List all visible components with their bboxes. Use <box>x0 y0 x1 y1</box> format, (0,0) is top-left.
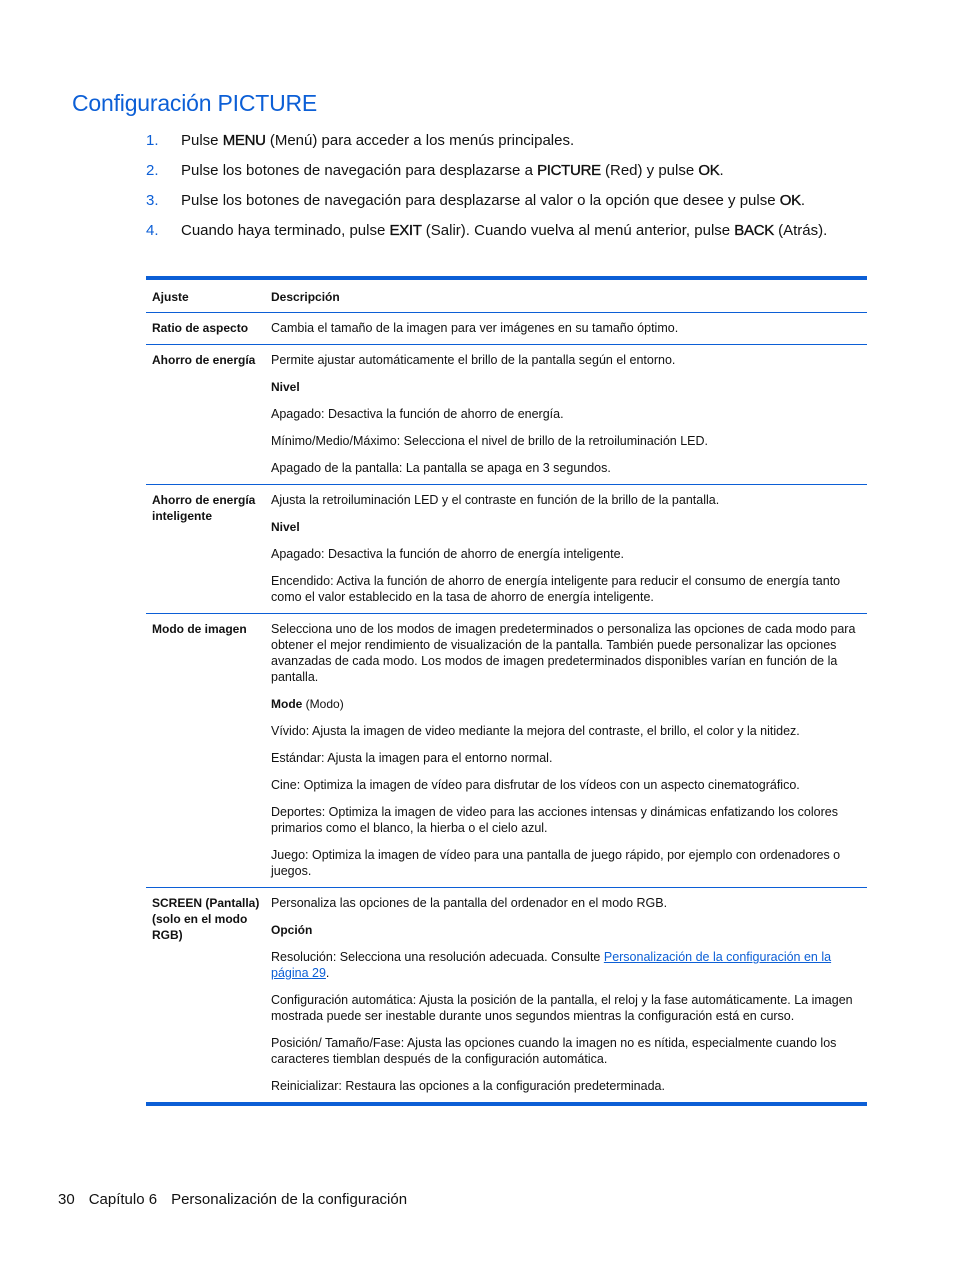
description-text: Reinicializar: Restaura las opciones a la configuración predeterminada. <box>271 1079 665 1093</box>
description-text <box>271 949 861 981</box>
description-text: Vívido: Ajusta la imagen de video mediante la mejora del contraste, el brillo, el color y la nitidez. <box>271 724 800 738</box>
table-header-row <box>146 280 867 313</box>
step-text: (Atrás). <box>773 222 828 239</box>
column-header-setting: Ajuste <box>152 290 189 304</box>
step-number: 1. <box>146 132 159 149</box>
subheading <box>271 696 861 712</box>
page-number: 30 <box>58 1191 75 1208</box>
table-row-energy-saving <box>146 345 867 485</box>
description-text-part: . <box>325 966 330 980</box>
table-row-smart-energy-saving <box>146 485 867 614</box>
table-row-screen <box>146 888 867 1102</box>
description-text: Juego: Optimiza la imagen de vídeo para una pantalla de juego rápido, por ejemplo con ordenadores o juegos. <box>271 848 841 878</box>
subheading: Opción <box>271 923 313 937</box>
table-row-picture-mode <box>146 614 867 888</box>
step-item <box>146 161 846 180</box>
description-text: Apagado: Desactiva la función de ahorro de energía. <box>271 407 564 421</box>
key-menu: MENU <box>222 132 266 149</box>
key-ok: OK <box>779 192 801 209</box>
setting-name: SCREEN (Pantalla) (solo en el modo RGB) <box>152 896 260 942</box>
description-text: Estándar: Ajusta la imagen para el entorno normal. <box>271 751 553 765</box>
setting-description <box>265 345 867 484</box>
description-text: Cambia el tamaño de la imagen para ver imágenes en su tamaño óptimo. <box>271 321 679 335</box>
description-text: Posición/ Tamaño/Fase: Ajusta las opciones cuando la imagen no es nítida, especialmente cuando los caracteres tiemblan después de la configuración automática. <box>271 1036 837 1066</box>
step-item <box>146 131 846 150</box>
step-text: Pulse <box>181 132 223 149</box>
description-text: Permite ajustar automáticamente el brillo de la pantalla según el entorno. <box>271 353 676 367</box>
key-exit: EXIT <box>389 222 422 239</box>
description-text: Apagado: Desactiva la función de ahorro de energía inteligente. <box>271 547 625 561</box>
description-text: Cine: Optimiza la imagen de vídeo para disfrutar de los vídeos con un aspecto cinematográfico. <box>271 778 800 792</box>
description-text: Personaliza las opciones de la pantalla del ordenador en el modo RGB. <box>271 896 668 910</box>
instruction-steps <box>146 131 846 251</box>
description-text: Selecciona uno de los modos de imagen predeterminados o personaliza las opciones de cada modo para obtener el mejor rendimiento de visualización de la pantalla. También puede personalizar las opciones avanzadas de cada modo. Los modos de imagen predeterminados disponibles varían en función de la pantalla. <box>271 622 856 684</box>
settings-table <box>146 276 867 1106</box>
page-footer <box>58 1191 421 1208</box>
setting-description <box>265 614 867 887</box>
subheading: Nivel <box>271 520 300 534</box>
setting-description <box>265 313 867 344</box>
setting-name: Ratio de aspecto <box>152 321 249 335</box>
step-text: Cuando haya terminado, pulse <box>181 222 390 239</box>
chapter-title: Personalización de la configuración <box>171 1191 408 1208</box>
page-title: Configuración PICTURE <box>72 90 318 116</box>
description-text: Ajusta la retroiluminación LED y el contraste en función de la brillo de la pantalla. <box>271 493 720 507</box>
step-text: . <box>800 192 805 209</box>
step-number: 3. <box>146 192 159 209</box>
chapter-label: Capítulo 6 <box>88 1191 158 1208</box>
subheading: Nivel <box>271 380 300 394</box>
key-picture: PICTURE <box>537 162 601 179</box>
setting-name: Modo de imagen <box>152 622 247 636</box>
step-text: Pulse los botones de navegación para desplazarse a <box>181 162 538 179</box>
step-item <box>146 191 846 210</box>
step-text: (Red) y pulse <box>600 162 699 179</box>
step-text: Pulse los botones de navegación para desplazarse al valor o la opción que desee y pulse <box>181 192 780 209</box>
step-text: (Salir). Cuando vuelva al menú anterior, pulse <box>421 222 735 239</box>
description-text: Deportes: Optimiza la imagen de video para las acciones intensas y dinámicas enfatizando los colores primarios como el blanco, la hierba o el cielo azul. <box>271 805 838 835</box>
step-number: 2. <box>146 162 159 179</box>
subheading-mode: Mode <box>271 697 303 711</box>
setting-description <box>265 888 867 1102</box>
step-item <box>146 221 846 240</box>
step-number: 4. <box>146 222 159 239</box>
table-row-aspect-ratio <box>146 313 867 345</box>
setting-description <box>265 485 867 613</box>
description-text: Encendido: Activa la función de ahorro de energía inteligente para reducir el consumo de energía tanto como el valor establecido en la tasa de ahorro de energía inteligente. <box>271 574 841 604</box>
description-text: Configuración automática: Ajusta la posición de la pantalla, el reloj y la fase automáticamente. La imagen mostrada puede ser inestable durante unos segundos mientras la configuración está en curso. <box>271 993 853 1023</box>
step-text: . <box>719 162 724 179</box>
description-text: Mínimo/Medio/Máximo: Selecciona el nivel de brillo de la retroiluminación LED. <box>271 434 708 448</box>
key-back: BACK <box>734 222 774 239</box>
setting-name: Ahorro de energía <box>152 353 256 367</box>
setting-name: Ahorro de energía inteligente <box>152 493 256 523</box>
cross-reference-link[interactable]: Personalización de la configuración en la página 29 <box>271 950 832 980</box>
step-text: (Menú) para acceder a los menús principales. <box>265 132 575 149</box>
description-text-part: Resolución: Selecciona una resolución adecuada. Consulte <box>271 950 604 964</box>
key-ok: OK <box>698 162 720 179</box>
column-header-description: Descripción <box>271 290 340 304</box>
description-text: Apagado de la pantalla: La pantalla se apaga en 3 segundos. <box>271 461 611 475</box>
subheading-mode-translation: (Modo) <box>302 697 344 711</box>
